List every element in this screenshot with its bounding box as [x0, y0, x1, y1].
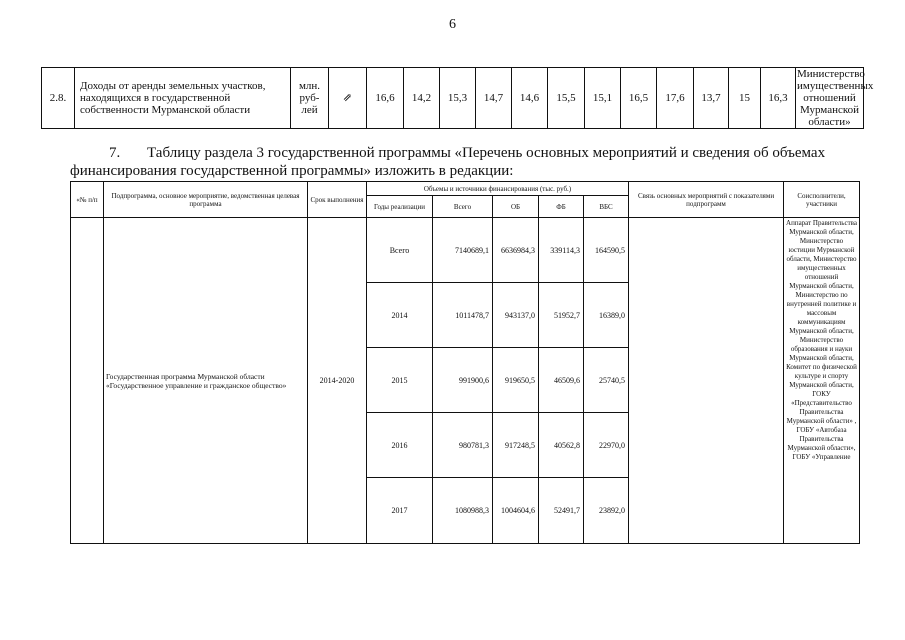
- value-cell: 15: [729, 68, 761, 129]
- coexecutors-cell: Аппарат Правительства Мурманской области, Министерство юстиции Мурманской области, Министерство имущественных отношений Мурманской области, Министерство по внутренней политике и массовым коммуникациям Мурманской области, Министерство образования и науки Мурманской области, Комитет по физической культуре и спорту Мурманской области, ГОКУ «Представительство Правительства Мурманской области» , ГОБУ «Автобаза Правительства Мурманской области», ГОБУ «Управление: [784, 218, 860, 544]
- fb-cell: 40562,8: [539, 413, 584, 478]
- header-vbs: ВБС: [584, 196, 629, 218]
- year-cell: 2015: [367, 348, 433, 413]
- vbs-cell: 22970,0: [584, 413, 629, 478]
- fb-cell: 52491,7: [539, 478, 584, 544]
- indicators-table: [41, 67, 874, 129]
- header-row-1: [71, 182, 860, 196]
- year-cell: 2014: [367, 283, 433, 348]
- total-cell: 1011478,7: [433, 283, 493, 348]
- ob-cell: 943137,0: [493, 283, 539, 348]
- value-cell: 16,3: [761, 68, 796, 129]
- paragraph-text-1: Таблицу раздела 3 государственной программы «Перечень основных мероприятий и сведения об объемах: [147, 145, 826, 161]
- value-cell: 17,6: [657, 68, 694, 129]
- header-link: Связь основных мероприятий с показателями подпрограмм: [629, 182, 784, 218]
- header-total: Всего: [433, 196, 493, 218]
- value-cell: 16,5: [621, 68, 657, 129]
- indicator-row: [42, 68, 864, 129]
- year-cell: Всего: [367, 218, 433, 283]
- ob-cell: 1004604,6: [493, 478, 539, 544]
- trend-arrow-icon: ⇗: [342, 92, 353, 104]
- value-cell: 16,6: [367, 68, 404, 129]
- header-fb: ФБ: [539, 196, 584, 218]
- ob-cell: 917248,5: [493, 413, 539, 478]
- value-cell: 14,2: [404, 68, 440, 129]
- header-program: Подпрограмма, основное мероприятие, ведомственная целевая программа: [104, 182, 308, 218]
- fb-cell: 51952,7: [539, 283, 584, 348]
- value-cell: 15,5: [548, 68, 585, 129]
- funding-table: [70, 181, 860, 544]
- ob-cell: 6636984,3: [493, 218, 539, 283]
- table-row: [71, 218, 860, 283]
- total-cell: 991900,6: [433, 348, 493, 413]
- fb-cell: 339114,3: [539, 218, 584, 283]
- fb-cell: 46509,6: [539, 348, 584, 413]
- value-cell: 15,3: [440, 68, 476, 129]
- ob-cell: 919650,5: [493, 348, 539, 413]
- paragraph-text-2: финансирования государственной программы» изложить в редакции:: [70, 163, 514, 179]
- value-cell: 14,6: [512, 68, 548, 129]
- value-cell: 14,7: [476, 68, 512, 129]
- program-period: 2014-2020: [308, 218, 367, 544]
- vbs-cell: 25740,5: [584, 348, 629, 413]
- header-ob: ОБ: [493, 196, 539, 218]
- row-number: 2.8.: [42, 68, 75, 129]
- header-funding: Объемы и источники финансирования (тыс. руб.): [367, 182, 629, 196]
- paragraph-number: 7.: [109, 145, 121, 161]
- responsible-ministry: Министерство имущественных отношений Мурманской области»: [797, 68, 874, 128]
- trend-cell: [329, 68, 367, 129]
- header-num: «№ п/п: [71, 182, 104, 218]
- header-period: Срок выполнения: [308, 182, 367, 218]
- indicator-description: Доходы от аренды земельных участков, находящихся в государственной собственности Мурманской области: [75, 68, 291, 129]
- header-coexecutors: Соисполнители, участники: [784, 182, 860, 218]
- header-years: Годы реализации: [367, 196, 433, 218]
- total-cell: 980781,3: [433, 413, 493, 478]
- paragraph-line-1: [109, 145, 825, 162]
- vbs-cell: 16389,0: [584, 283, 629, 348]
- row-number-cell: [71, 218, 104, 544]
- year-cell: 2017: [367, 478, 433, 544]
- total-cell: 7140689,1: [433, 218, 493, 283]
- link-cell: [629, 218, 784, 544]
- unit-cell: млн. руб-лей: [291, 68, 329, 129]
- program-name: Государственная программа Мурманской области «Государственное управление и гражданское общество»: [104, 218, 308, 544]
- year-cell: 2016: [367, 413, 433, 478]
- total-cell: 1080988,3: [433, 478, 493, 544]
- vbs-cell: 164590,5: [584, 218, 629, 283]
- vbs-cell: 23892,0: [584, 478, 629, 544]
- page-number: 6: [449, 17, 456, 32]
- value-cell: 15,1: [585, 68, 621, 129]
- value-cell: 13,7: [694, 68, 729, 129]
